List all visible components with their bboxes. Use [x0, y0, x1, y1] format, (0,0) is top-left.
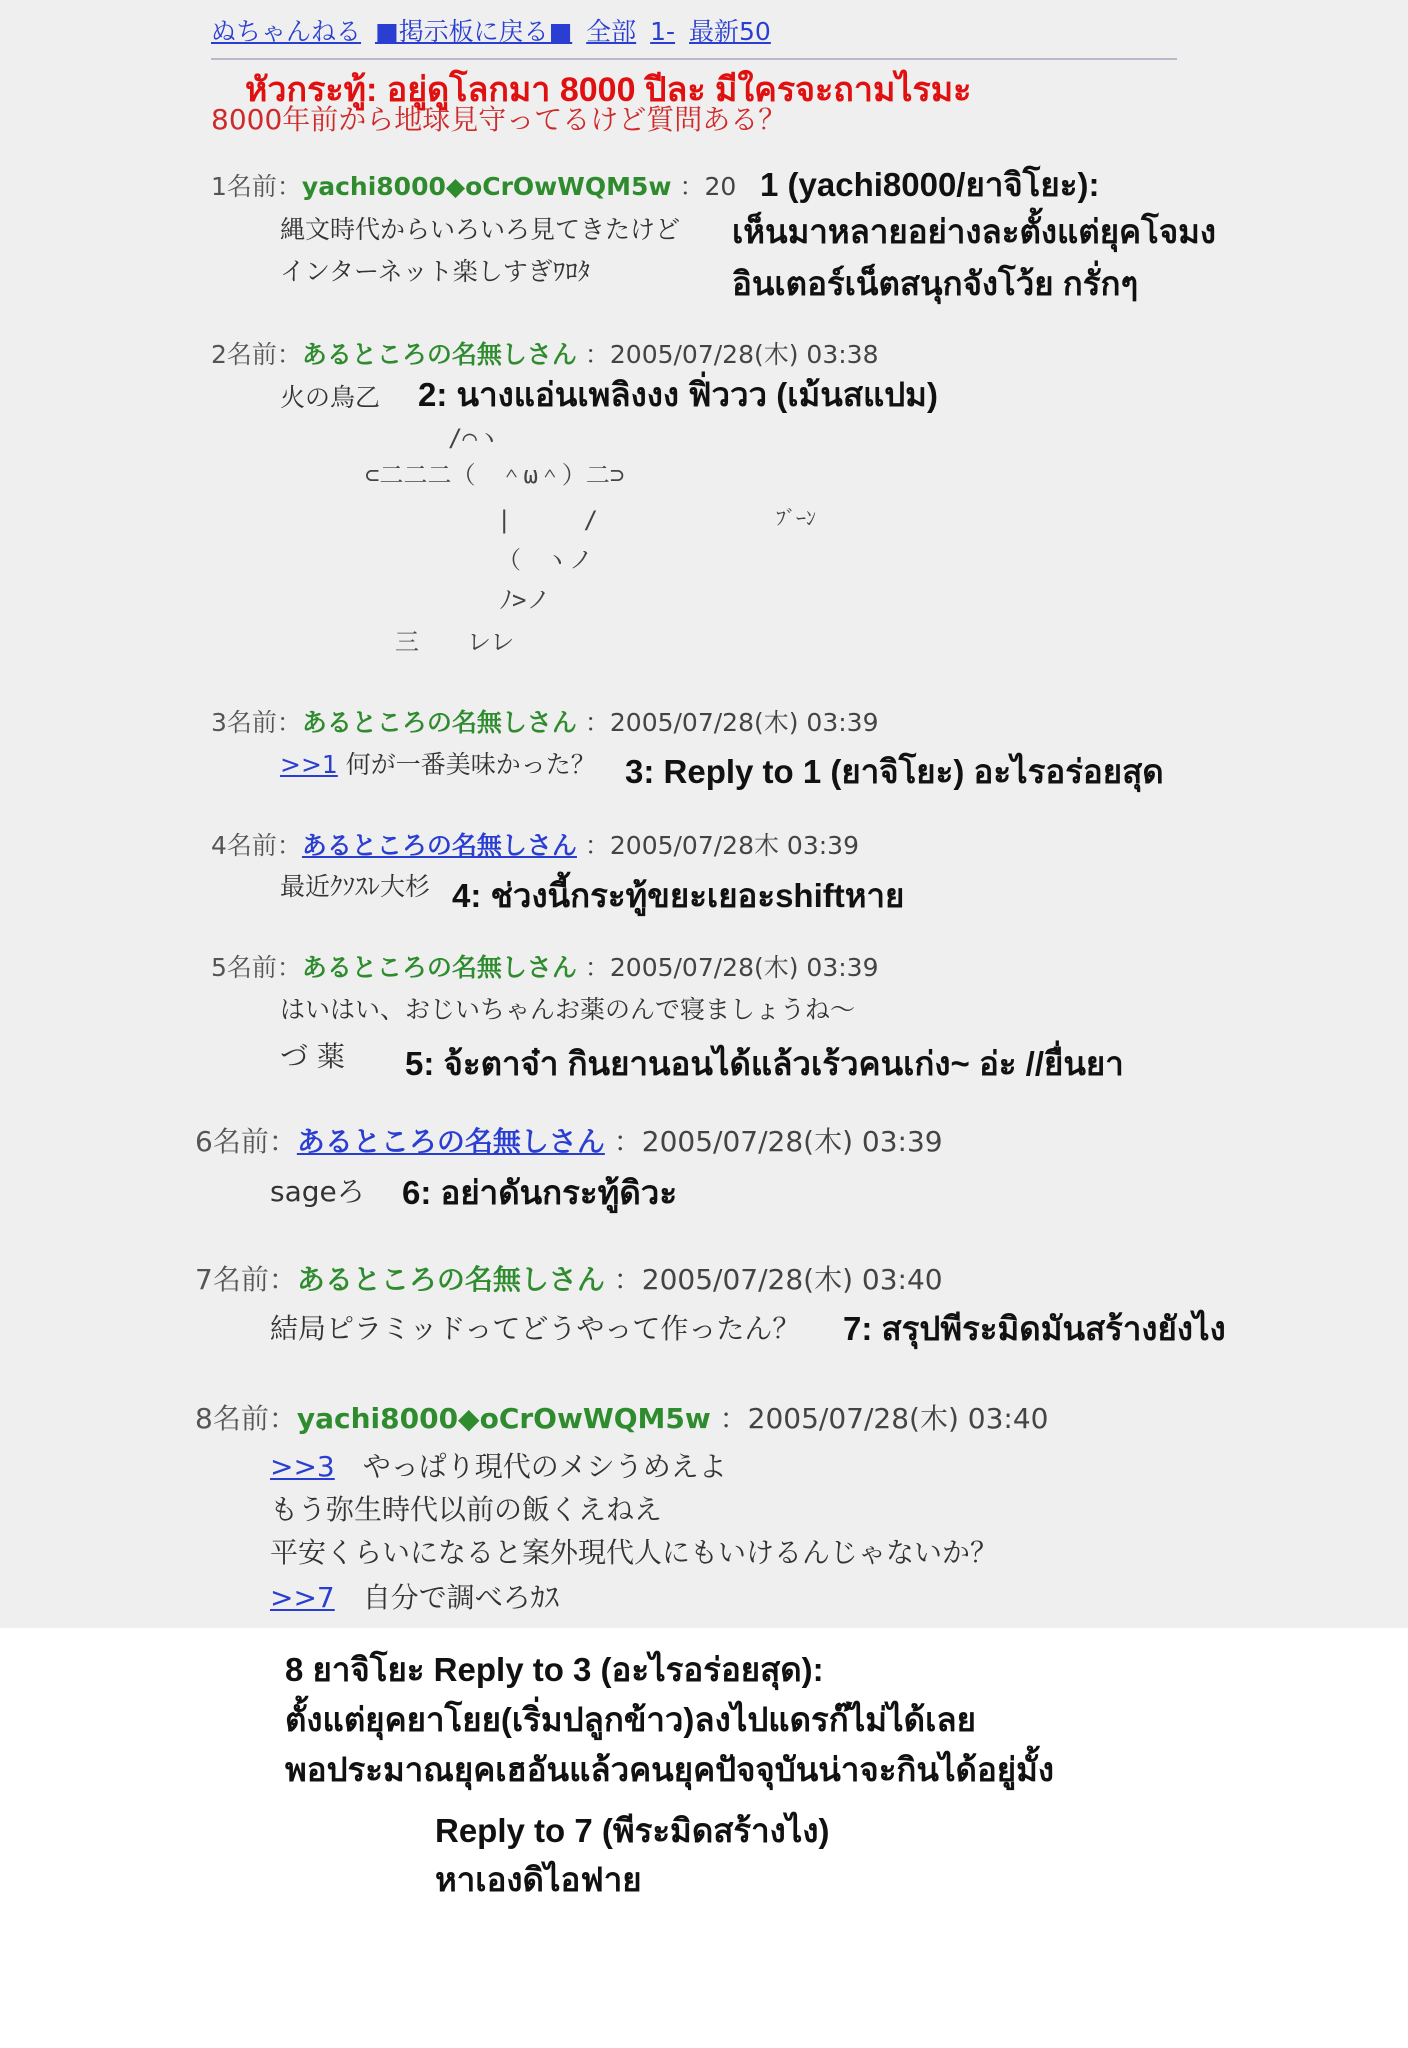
post-5-line-2: づ 薬 [280, 1040, 345, 1073]
thread-title-jp: 8000年前から地球見守ってるけど質問ある？ [211, 103, 787, 136]
translation-1-line-1: เห็นมาหลายอย่างละตั้งแต่ยุคโจมง [732, 213, 1217, 250]
ascii-art-line-5: ﾉ>ノ [500, 586, 551, 614]
back-to-board-link[interactable]: ■掲示板に戻る■ [374, 17, 573, 46]
thread-title-thai: หัวกระทู้: อยู่ดูโลกมา 8000 ปีละ มีใครจะถามไรมะ [245, 71, 972, 109]
poster-name[interactable]: あるところの名無しさん [296, 1125, 605, 1158]
post-4-line-1: 最近ｸｿｽﾚ大杉 [280, 872, 431, 901]
poster-name: あるところの名無しさん [296, 1263, 605, 1296]
ascii-art-line-2: ⊂二二二（ ＾ω＾）二⊃ [365, 461, 625, 489]
ascii-art-boon: ﾌﾞｰﾝ [776, 506, 816, 530]
poster-name: yachi8000◆oCrOwWQM5w [296, 1402, 711, 1435]
translation-1-header: 1 (yachi8000/ยาจิโยะ): [760, 166, 1100, 203]
post-7-line-1: 結局ピラミッドってどうやって作ったん？ [270, 1312, 801, 1345]
translation-8-line-3: Reply to 7 (พีระมิดสร้างไง) [435, 1812, 830, 1849]
post-8-line-1: >>3 やっぱり現代のメシうめえよ [270, 1450, 727, 1483]
post-8-line-4: >>7 自分で調べろｶｽ [270, 1581, 559, 1614]
translation-5: 5: จ้ะตาจ๋า กินยานอนได้แล้วเร้วคนเก่ง~ อ่ะ //ยื่นยา [405, 1045, 1124, 1082]
thread-nav [211, 12, 777, 48]
poster-name[interactable]: あるところの名無しさん [301, 831, 577, 860]
poster-name: yachi8000◆oCrOwWQM5w [301, 172, 672, 201]
poster-name: あるところの名無しさん [301, 340, 577, 369]
translation-4: 4: ช่วงนี้กระทู้ขยะเยอะshiftหาย [452, 877, 905, 914]
post-8-line-3: 平安くらいになると案外現代人にもいけるんじゃないか？ [270, 1536, 999, 1569]
post-5-line-1: はいはい、おじいちゃんお薬のんで寝ましょうね～ [280, 995, 856, 1024]
latest-50-link[interactable]: 最新50 [689, 17, 771, 46]
post-8-line-2: もう弥生時代以前の飯くえねえ [270, 1493, 663, 1526]
translation-8-header: 8 ยาจิโยะ Reply to 3 (อะไรอร่อยสุด): [285, 1651, 824, 1688]
post-header-8: 8名前：yachi8000◆oCrOwWQM5w ：2005/07/28(木) 03:40 [195, 1402, 1049, 1435]
reply-anchor-link[interactable]: >>1 [280, 750, 338, 779]
post-1-line-1: 縄文時代からいろいろ見てきたけど [280, 215, 681, 244]
poster-name: あるところの名無しさん [301, 953, 577, 982]
post-header-4: 4名前：あるところの名無しさん ：2005/07/28木 03:39 [211, 831, 859, 860]
translation-8-line-4: หาเองดิไอฟาย [435, 1861, 642, 1898]
post-6-line-1: sageろ [270, 1175, 365, 1208]
translation-8-line-2: พอประมาณยุคเฮอันแล้วคนยุคปัจจุบันน่าจะกินได้อยู่มั้ง [285, 1751, 1055, 1788]
ascii-art-line-6: 三 レレ [395, 628, 515, 656]
translation-1-line-2: อินเตอร์เน็ตสนุกจังโว้ย กรั่กๆ [732, 265, 1139, 302]
post-header-5: 5名前：あるところの名無しさん ：2005/07/28(木) 03:39 [211, 953, 879, 982]
all-posts-link[interactable]: 全部 [586, 17, 637, 46]
post-header-6: 6名前：あるところの名無しさん ：2005/07/28(木) 03:39 [195, 1125, 943, 1158]
reply-anchor-link[interactable]: >>7 [270, 1581, 335, 1614]
poster-name: あるところの名無しさん [301, 708, 577, 737]
post-2-line-1: 火の鳥乙 [280, 383, 381, 412]
ascii-art-line-3: | / [497, 506, 598, 534]
divider [211, 58, 1177, 60]
translation-3: 3: Reply to 1 (ยาจิโยะ) อะไรอร่อยสุด [625, 753, 1164, 790]
post-1-line-2: インターネット楽しすぎﾜﾛﾀ [280, 257, 591, 286]
ascii-art-line-4: （ ヽノ [497, 546, 593, 574]
reply-anchor-link[interactable]: >>3 [270, 1450, 335, 1483]
post-3-body: >>1 何が一番美味かった？ [280, 750, 596, 779]
post-header-3: 3名前：あるところの名無しさん ：2005/07/28(木) 03:39 [211, 708, 879, 737]
translation-2: 2: นางแอ่นเพลิงงง ฟิ่ววว (เม้นสแปม) [418, 376, 938, 413]
post-header-7: 7名前：あるところの名無しさん ：2005/07/28(木) 03:40 [195, 1263, 943, 1296]
post-header-2: 2名前：あるところの名無しさん ：2005/07/28(木) 03:38 [211, 340, 879, 369]
translation-8-line-1: ตั้งแต่ยุคยาโยย(เริ่มปลูกข้าว)ลงไปแดรก๊ไม่ได้เลย [285, 1701, 976, 1738]
site-link[interactable]: ぬちゃんねる [211, 17, 362, 46]
post-header-1: 1名前：yachi8000◆oCrOwWQM5w ：20 [211, 172, 737, 201]
translation-6: 6: อย่าดันกระทู้ดิวะ [402, 1174, 678, 1211]
range-link[interactable]: 1- [650, 17, 676, 46]
ascii-art-line-1: /⌒ヽ [448, 424, 501, 452]
translation-7: 7: สรุปพีระมิดมันสร้างยังไง [843, 1310, 1226, 1347]
